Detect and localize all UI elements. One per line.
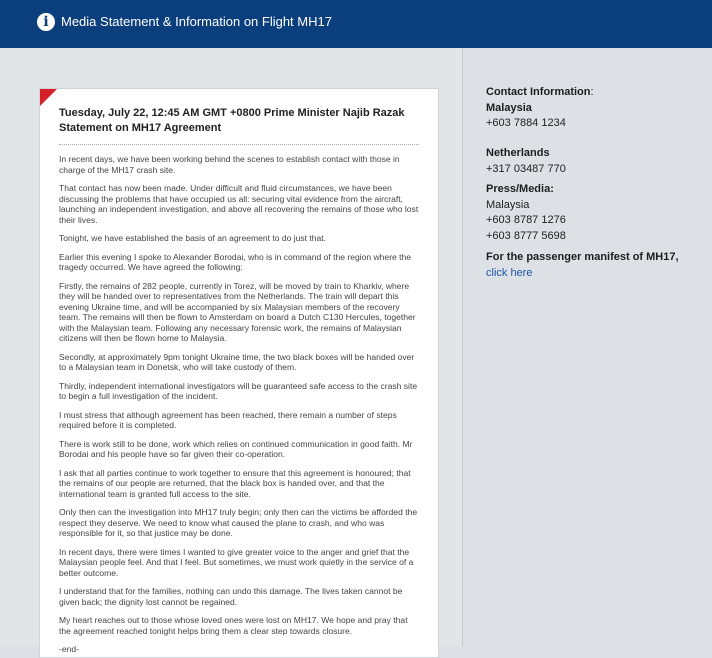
contact-malaysia-block — [486, 85, 594, 132]
red-corner-accent — [40, 89, 57, 106]
contact-heading: Contact Information — [486, 86, 591, 98]
statement-body — [59, 145, 419, 655]
page-title: Media Statement & Information on Flight MH17 — [61, 14, 332, 29]
top-header-bar — [0, 0, 712, 48]
press-label: Press/Media: — [486, 183, 554, 195]
statement-paragraph: I understand that for the families, nothing can undo this damage. The lives taken cannot be given back; the dignity lost cannot be regained. — [59, 586, 403, 607]
statement-card — [39, 88, 439, 658]
statement-end-marker: -end- — [59, 644, 79, 654]
contact-sidebar — [463, 48, 712, 646]
statement-paragraph: Only then can the investigation into MH17 truly begin; only then can the victims be afforded the respect they deserve. We need to know what caused the plane to crash, and who was responsible for it, so that justice may be done. — [59, 507, 418, 538]
malaysia-phone: +603 7884 1234 — [486, 117, 566, 129]
malaysia-label: Malaysia — [486, 101, 532, 114]
netherlands-label: Netherlands — [486, 147, 550, 159]
manifest-link[interactable]: click here — [486, 266, 533, 279]
statement-paragraph: My heart reaches out to those whose loved ones were lost on MH17. We hope and pray that the agreement reached tonight helps bring them a clear step towards closure. — [59, 615, 408, 636]
press-phone-2: +603 8777 5698 — [486, 229, 566, 242]
contact-press-block — [486, 182, 566, 244]
statement-paragraph: Earlier this evening I spoke to Alexander Borodai, who is in command of the region where the tragedy occurred. We have agreed the following: — [59, 251, 412, 272]
statement-paragraph: In recent days, there were times I wanted to give greater voice to the anger and grief that the Malaysian people feel. And that I feel. But sometimes, we must work quietly in the service of a better outcome. — [59, 546, 414, 578]
netherlands-phone: +317 03487 770 — [486, 162, 566, 175]
statement-paragraph: There is work still to be done, work which relies on continued communication in good faith. Mr Borodai and his people have so far given their co-operation. — [59, 438, 413, 459]
press-country: Malaysia — [486, 198, 530, 211]
statement-title: Tuesday, July 22, 12:45 AM GMT +0800 Prime Minister Najib Razak Statement on MH17 Agreement — [59, 106, 419, 145]
info-icon: i — [37, 13, 55, 31]
contact-heading-colon: : — [590, 86, 594, 98]
statement-paragraph: Firstly, the remains of 282 people, currently in Torez, will be moved by train to Kharkiv, where they will be handed over to representatives from the Netherlands. The train will depart this evening Ukraine time, and will be accompanied by six Malaysian members of the recovery team. The remains will then be flown to Amsterdam on board a Dutch C130 Hercules, together with the Malaysian team. Following any necessary forensic work, the remains of Malaysian citizens will then be flown home to Malaysia. — [59, 280, 416, 343]
statement-paragraph: I must stress that although agreement has been reached, there remain a number of steps required before it is completed. — [59, 409, 397, 430]
manifest-block — [486, 250, 686, 281]
press-phone-1: +603 8787 1276 — [486, 214, 566, 226]
contact-netherlands-block — [486, 146, 566, 177]
manifest-label: For the passenger manifest of MH17, — [486, 251, 679, 263]
statement-paragraph: Tonight, we have established the basis of an agreement to do just that. — [59, 233, 327, 243]
statement-paragraph: I ask that all parties continue to work together to ensure that this agreement is honoured; that the remains of our people are returned, that the black box is handed over, and that the international team is granted full access to the site. — [59, 467, 411, 499]
statement-paragraph: Thirdly, independent international investigators will be guaranteed safe access to the crash site to begin a full investigation of the incident. — [59, 380, 418, 401]
statement-paragraph: That contact has now been made. Under difficult and fluid circumstances, we have been discussing the problems that have occupied us all: securing vital evidence from the aircraft, launching an independent investigation, and above all recovering the remains of those who lost their lives. — [59, 183, 419, 225]
statement-paragraph: Secondly, at approximately 9pm tonight Ukraine time, the two black boxes will be handed over to a Malaysian team in Donetsk, who will take custody of them. — [59, 351, 415, 372]
statement-paragraph: In recent days, we have been working behind the scenes to establish contact with those in charge of the MH17 crash site. — [59, 154, 400, 175]
